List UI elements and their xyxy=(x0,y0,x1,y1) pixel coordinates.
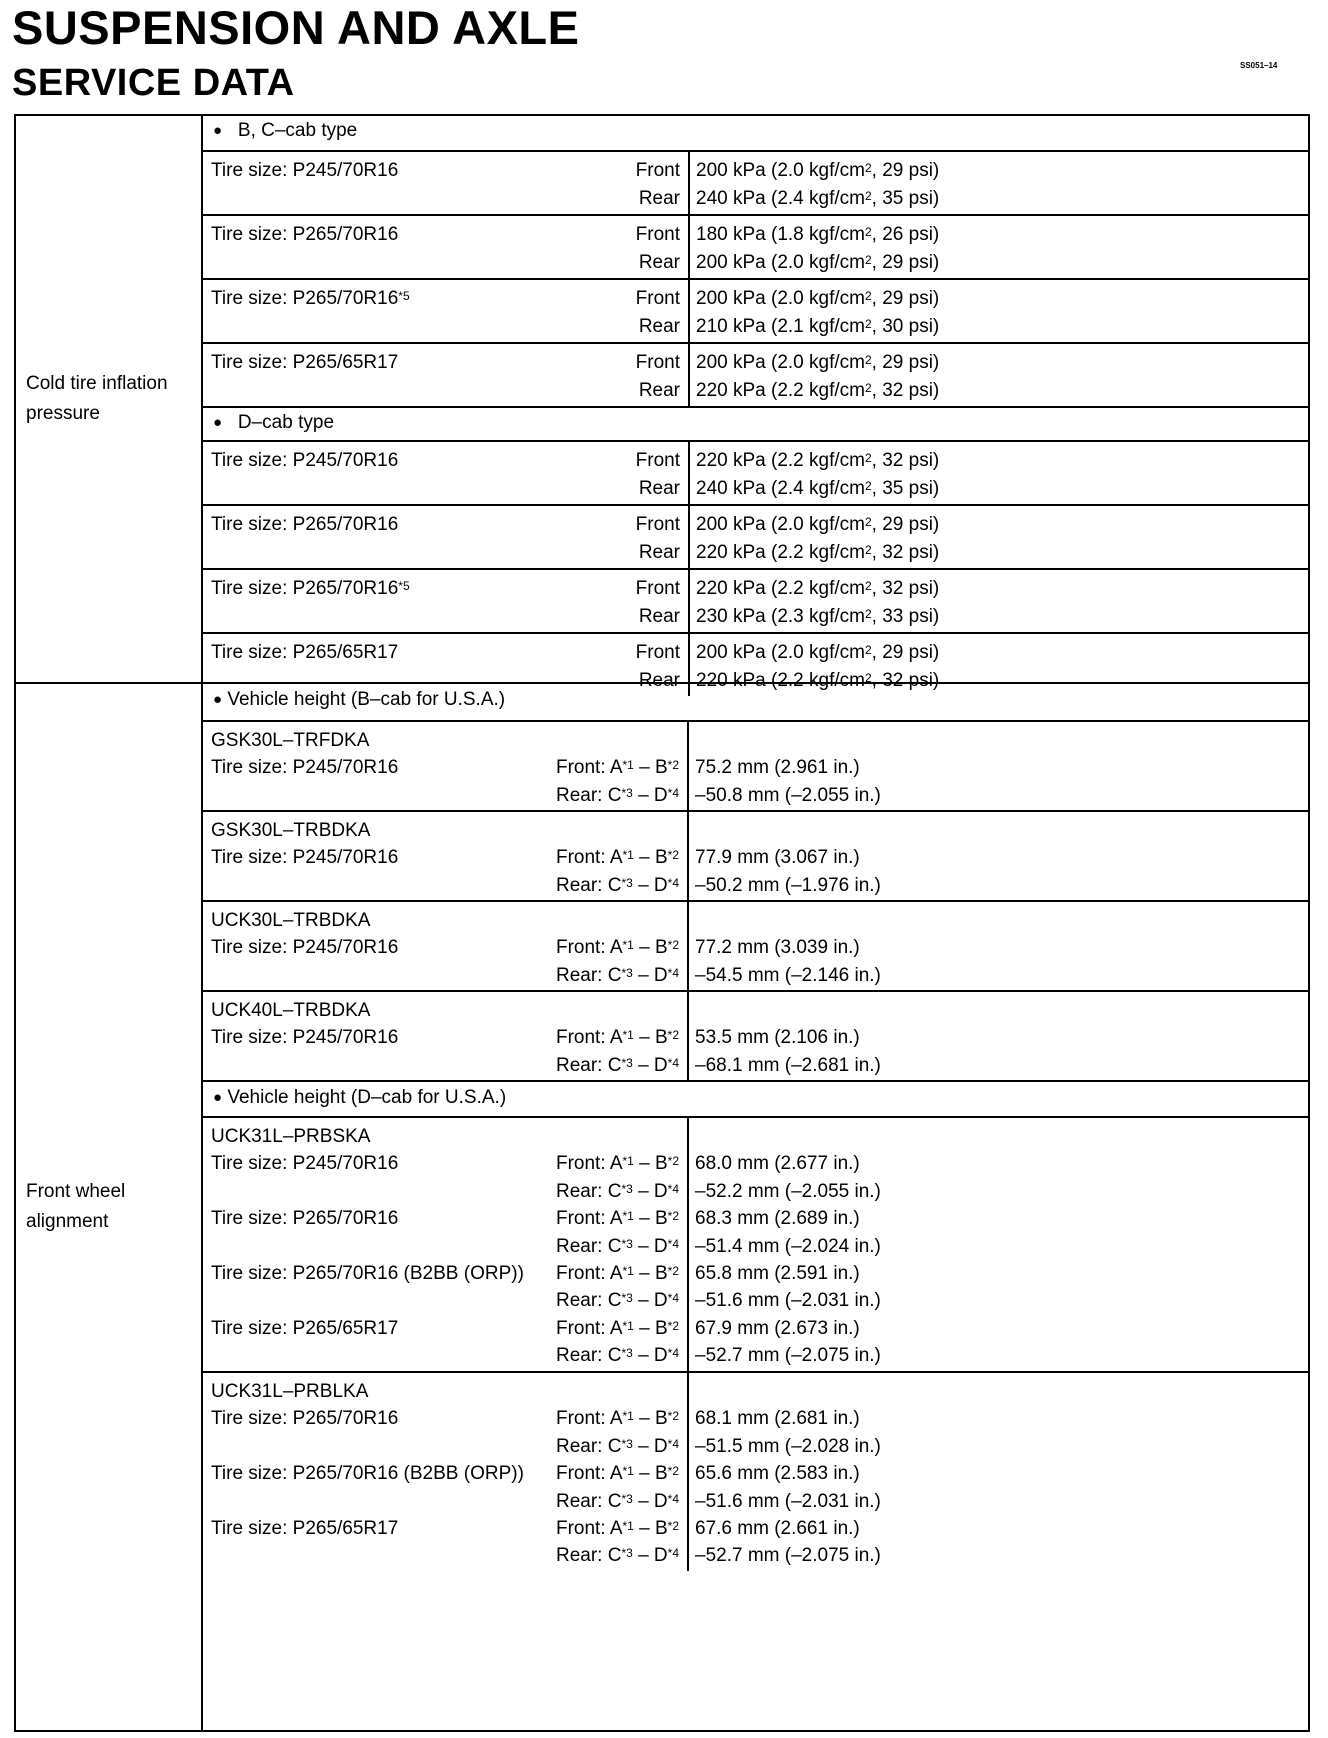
rear-height-label: Rear: $C^{*3} - D^{*4}$ xyxy=(555,1054,679,1076)
tire-size: Tire size: P265/70R16 xyxy=(211,224,399,245)
front-height-label: Front: $A^{*1} - B^{*2}$ xyxy=(555,757,679,779)
front-height-label: Front: $A^{*1} - B^{*2}$ xyxy=(555,1153,679,1175)
tire-size: Tire size: P265/70R16 (B2BB (ORP)) xyxy=(211,1263,524,1284)
rear-height-label: Rear: $C^{*3} - D^{*4}$ xyxy=(555,1345,679,1367)
rear-height-label: Rear: $C^{*3} - D^{*4}$ xyxy=(555,964,679,986)
rear-pressure-value: 210 kPa (2.1 kgf/$cm^2$, 30 psi) xyxy=(696,316,940,337)
rear-label: Rear xyxy=(638,606,680,627)
model-block xyxy=(203,810,1308,900)
front-height-value: 68.3 mm (2.689 in.) xyxy=(695,1208,860,1230)
cab-type-heading: ● D–cab type xyxy=(203,406,1308,440)
front-label: Front xyxy=(635,224,680,245)
rear-label: Rear xyxy=(638,670,680,691)
cab-type-heading: ● B, C–cab type xyxy=(213,120,358,141)
model-code: UCK40L–TRBDKA xyxy=(211,1000,371,1021)
tire-size: Tire size: P245/70R16 xyxy=(211,450,399,471)
column-divider xyxy=(687,1118,689,1371)
rear-height-label: Rear: $C^{*3} - D^{*4}$ xyxy=(555,1180,679,1202)
front-label: Front xyxy=(635,514,680,535)
rear-height-value: –68.1 mm (–2.681 in.) xyxy=(695,1054,881,1076)
rear-label: Rear xyxy=(638,252,680,273)
model-block xyxy=(203,1371,1308,1571)
rear-pressure-value: 220 kPa (2.2 kgf/$cm^2$, 32 psi) xyxy=(696,380,940,401)
front-label: Front xyxy=(635,578,680,599)
tire-size: Tire size: P265/65R17 xyxy=(211,642,399,663)
rear-height-value: –54.5 mm (–2.146 in.) xyxy=(695,964,881,986)
model-code: GSK30L–TRFDKA xyxy=(211,730,370,751)
column-divider xyxy=(687,722,689,810)
front-height-value: 65.6 mm (2.583 in.) xyxy=(695,1463,860,1485)
model-block xyxy=(203,720,1308,810)
front-label: Front xyxy=(635,450,680,471)
front-pressure-value: 200 kPa (2.0 kgf/$cm^2$, 29 psi) xyxy=(696,288,940,309)
front-height-value: 65.8 mm (2.591 in.) xyxy=(695,1263,860,1284)
rear-height-value: –50.8 mm (–2.055 in.) xyxy=(695,784,881,806)
rear-label: Rear xyxy=(638,316,680,337)
front-height-value: 75.2 mm (2.961 in.) xyxy=(695,757,860,779)
vehicle-height-heading: ● Vehicle height (B–cab for U.S.A.) xyxy=(213,689,506,710)
rear-height-value: –52.7 mm (–2.075 in.) xyxy=(695,1345,881,1367)
tire-size: Tire size: P245/70R16 xyxy=(211,937,399,959)
front-height-label: Front: $A^{*1} - B^{*2}$ xyxy=(555,1463,679,1485)
rear-height-label: Rear: $C^{*3} - D^{*4}$ xyxy=(555,1235,679,1257)
rear-height-value: –51.4 mm (–2.024 in.) xyxy=(695,1235,881,1257)
rear-label: Rear xyxy=(638,380,680,401)
tire-size: Tire size: P265/65R17 xyxy=(211,1317,399,1339)
rear-label: Rear xyxy=(638,478,680,499)
front-height-label: Front: $A^{*1} - B^{*2}$ xyxy=(555,1518,679,1539)
tire-pressure-row xyxy=(203,504,1308,568)
rear-pressure-value: 240 kPa (2.4 kgf/$cm^2$, 35 psi) xyxy=(696,478,940,499)
front-height-value: 68.0 mm (2.677 in.) xyxy=(695,1153,860,1175)
tire-size: Tire size: P265/65R17 xyxy=(211,1518,399,1539)
front-label: Front xyxy=(635,160,680,181)
tire-size: Tire size: P265/70R16$^{*5}$ xyxy=(211,288,410,309)
front-height-value: 77.2 mm (3.039 in.) xyxy=(695,937,860,959)
rear-height-label: Rear: $C^{*3} - D^{*4}$ xyxy=(555,784,679,806)
front-height-label: Front: $A^{*1} - B^{*2}$ xyxy=(555,1263,679,1284)
front-height-label: Front: $A^{*1} - B^{*2}$ xyxy=(555,847,679,869)
alignment-label-text: Front wheel alignment xyxy=(26,1181,126,1232)
tire-size: Tire size: P265/70R16 xyxy=(211,514,399,535)
front-height-value: 68.1 mm (2.681 in.) xyxy=(695,1408,860,1430)
rear-label: Rear xyxy=(638,542,680,563)
tire-pressure-row xyxy=(203,568,1308,632)
model-block xyxy=(203,990,1308,1080)
rear-pressure-value: 240 kPa (2.4 kgf/$cm^2$, 35 psi) xyxy=(696,188,940,209)
front-height-value: 67.6 mm (2.661 in.) xyxy=(695,1518,860,1539)
model-code: GSK30L–TRBDKA xyxy=(211,820,371,841)
tire-pressure-row xyxy=(203,440,1308,504)
front-pressure-value: 200 kPa (2.0 kgf/$cm^2$, 29 psi) xyxy=(696,160,940,181)
column-divider xyxy=(688,442,690,504)
front-pressure-value: 200 kPa (2.0 kgf/$cm^2$, 29 psi) xyxy=(696,514,940,535)
front-pressure-value: 220 kPa (2.2 kgf/$cm^2$, 32 psi) xyxy=(696,578,940,599)
tire-pressure-row xyxy=(203,342,1308,406)
tire-size: Tire size: P245/70R16 xyxy=(211,757,399,779)
rear-pressure-value: 220 kPa (2.2 kgf/$cm^2$, 32 psi) xyxy=(696,542,940,563)
tire-pressure-row xyxy=(203,278,1308,342)
front-height-value: 53.5 mm (2.106 in.) xyxy=(695,1027,860,1049)
column-divider xyxy=(687,1373,689,1571)
front-height-label: Front: $A^{*1} - B^{*2}$ xyxy=(555,1027,679,1049)
tire-size: Tire size: P265/65R17 xyxy=(211,352,399,373)
cold-tire-section xyxy=(16,116,1308,691)
front-pressure-value: 220 kPa (2.2 kgf/$cm^2$, 32 psi) xyxy=(696,450,940,471)
vehicle-height-heading: ● Vehicle height (D–cab for U.S.A.) xyxy=(203,1080,1308,1116)
rear-height-value: –52.7 mm (–2.075 in.) xyxy=(695,1545,881,1567)
model-code: UCK30L–TRBDKA xyxy=(211,910,371,931)
column-divider xyxy=(688,506,690,568)
cold-tire-label xyxy=(16,116,203,682)
rear-height-label: Rear: $C^{*3} - D^{*4}$ xyxy=(555,874,679,896)
front-height-value: 67.9 mm (2.673 in.) xyxy=(695,1317,860,1339)
rear-height-value: –52.2 mm (–2.055 in.) xyxy=(695,1180,881,1202)
tire-size: Tire size: P245/70R16 xyxy=(211,847,399,869)
rear-pressure-value: 200 kPa (2.0 kgf/$cm^2$, 29 psi) xyxy=(696,252,940,273)
column-divider xyxy=(687,992,689,1080)
model-code: UCK31L–PRBLKA xyxy=(211,1381,369,1402)
column-divider xyxy=(688,152,690,214)
tire-size: Tire size: P245/70R16 xyxy=(211,1153,399,1175)
column-divider xyxy=(687,812,689,900)
tire-size: Tire size: P245/70R16 xyxy=(211,160,399,181)
rear-height-label: Rear: $C^{*3} - D^{*4}$ xyxy=(555,1545,679,1567)
alignment-label xyxy=(16,684,203,1730)
model-block xyxy=(203,900,1308,990)
tire-size: Tire size: P265/70R16 xyxy=(211,1408,399,1430)
service-data-table xyxy=(14,114,1310,1732)
section-title: SERVICE DATA xyxy=(12,62,295,104)
rear-label: Rear xyxy=(638,188,680,209)
front-label: Front xyxy=(635,288,680,309)
rear-height-value: –51.5 mm (–2.028 in.) xyxy=(695,1435,881,1457)
column-divider xyxy=(688,280,690,342)
tire-size: Tire size: P265/70R16 xyxy=(211,1208,399,1230)
tire-pressure-row xyxy=(203,214,1308,278)
front-height-label: Front: $A^{*1} - B^{*2}$ xyxy=(555,937,679,959)
rear-height-value: –50.2 mm (–1.976 in.) xyxy=(695,874,881,896)
page-title: SUSPENSION AND AXLE xyxy=(12,1,580,54)
front-label: Front xyxy=(635,352,680,373)
tire-pressure-row xyxy=(203,150,1308,214)
front-height-label: Front: $A^{*1} - B^{*2}$ xyxy=(555,1317,679,1339)
rear-pressure-value: 230 kPa (2.3 kgf/$cm^2$, 33 psi) xyxy=(696,606,940,627)
cold-tire-label-text: Cold tire inflation pressure xyxy=(26,373,168,424)
front-height-label: Front: $A^{*1} - B^{*2}$ xyxy=(555,1208,679,1230)
front-pressure-value: 200 kPa (2.0 kgf/$cm^2$, 29 psi) xyxy=(696,642,940,663)
front-height-value: 77.9 mm (3.067 in.) xyxy=(695,847,860,869)
model-code: UCK31L–PRBSKA xyxy=(211,1126,371,1147)
model-block xyxy=(203,1116,1308,1371)
front-pressure-value: 200 kPa (2.0 kgf/$cm^2$, 29 psi) xyxy=(696,352,940,373)
rear-pressure-value: 220 kPa (2.2 kgf/$cm^2$, 32 psi) xyxy=(696,670,940,691)
front-wheel-alignment-section xyxy=(16,682,1308,1730)
rear-height-value: –51.6 mm (–2.031 in.) xyxy=(695,1490,881,1512)
column-divider xyxy=(687,902,689,990)
front-pressure-value: 180 kPa (1.8 kgf/$cm^2$, 26 psi) xyxy=(696,224,940,245)
tire-size: Tire size: P265/70R16$^{*5}$ xyxy=(211,578,410,599)
document-code: SS051–14 xyxy=(1240,61,1278,70)
rear-height-label: Rear: $C^{*3} - D^{*4}$ xyxy=(555,1435,679,1457)
column-divider xyxy=(688,570,690,632)
rear-height-value: –51.6 mm (–2.031 in.) xyxy=(695,1290,881,1312)
column-divider xyxy=(688,344,690,406)
rear-height-label: Rear: $C^{*3} - D^{*4}$ xyxy=(555,1290,679,1312)
front-height-label: Front: $A^{*1} - B^{*2}$ xyxy=(555,1408,679,1430)
tire-size: Tire size: P265/70R16 (B2BB (ORP)) xyxy=(211,1463,524,1485)
rear-height-label: Rear: $C^{*3} - D^{*4}$ xyxy=(555,1490,679,1512)
front-label: Front xyxy=(635,642,680,663)
tire-size: Tire size: P245/70R16 xyxy=(211,1027,399,1049)
column-divider xyxy=(688,216,690,278)
